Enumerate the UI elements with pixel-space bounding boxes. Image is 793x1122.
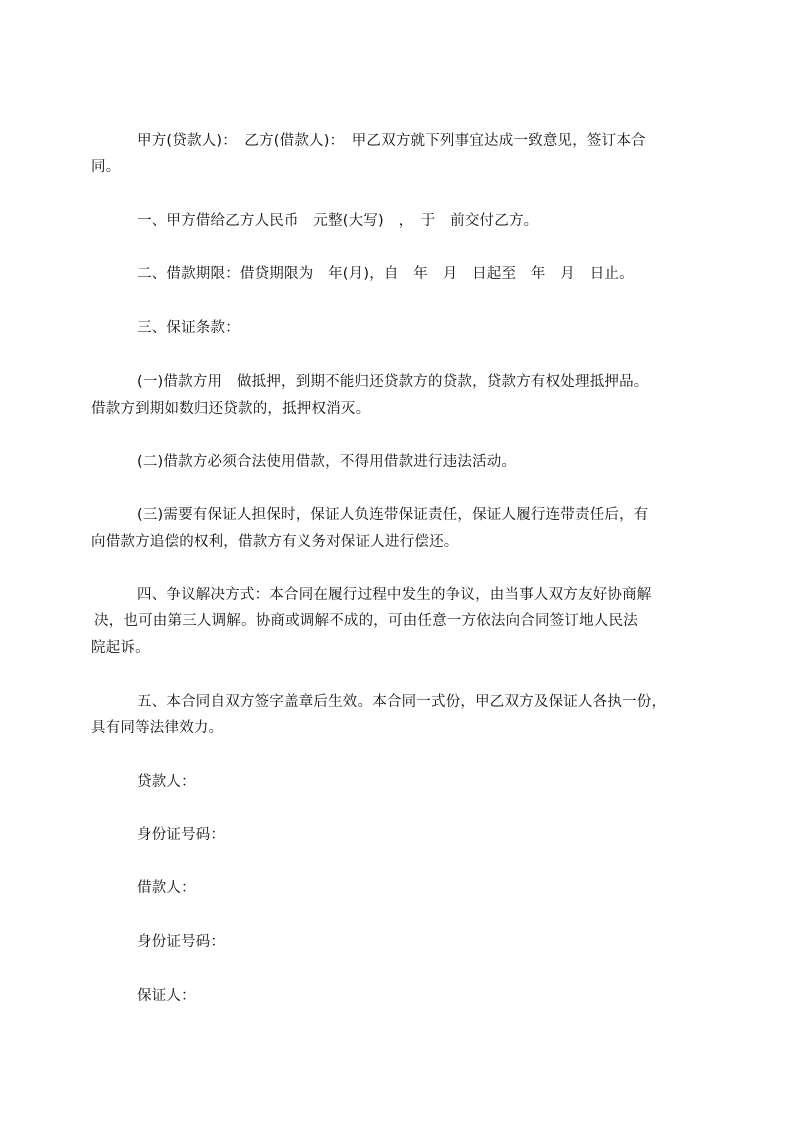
paragraph-parties-line-1: 甲方(贷款人)： 乙方(借款人)： 甲乙双方就下列事宜达成一致意见，签订本合 (137, 133, 646, 149)
clause-3-heading: 三、保证条款： (137, 320, 240, 336)
clause-3-3-line-1: (三)需要有保证人担保时，保证人负连带保证责任，保证人履行连带责任后，有 (137, 507, 649, 523)
clause-4-line-3: 院起诉。 (91, 640, 150, 656)
signature-lender-id: 身份证号码： (137, 827, 226, 843)
clause-1-loan-amount: 一、甲方借给乙方人民币 元整(大写) ， 于 前交付乙方。 (137, 213, 539, 229)
signature-lender: 贷款人： (137, 774, 196, 790)
signature-guarantor: 保证人： (137, 988, 196, 1004)
paragraph-parties-line-2: 同。 (91, 159, 121, 175)
clause-2-loan-term: 二、借款期限：借贷期限为 年(月)，自 年 月 日起至 年 月 日止。 (137, 266, 634, 282)
clause-3-1-line-2: 借款方到期如数归还贷款的，抵押权消灭。 (91, 401, 371, 417)
clause-3-3-line-2: 向借款方追偿的权利，借款方有义务对保证人进行偿还。 (91, 534, 459, 550)
signature-borrower-id: 身份证号码： (137, 934, 226, 950)
clause-5-line-2: 具有同等法律效力。 (91, 720, 224, 736)
clause-3-2: (二)借款方必须合法使用借款，不得用借款进行违法活动。 (137, 454, 517, 470)
clause-4-line-1: 四、争议解决方式：本合同在履行过程中发生的争议，由当事人双方友好协商解 (137, 587, 652, 603)
clause-3-1-line-1: (一)借款方用 做抵押，到期不能归还贷款方的贷款，贷款方有权处理抵押品。 (137, 374, 649, 390)
clause-4-line-2: 决，也可由第三人调解。协商或调解不成的，可由任意一方依法向合同签订地人民法 (94, 613, 638, 629)
clause-5-line-1: 五、本合同自双方签字盖章后生效。本合同一式份，甲乙双方及保证人各执一份， (137, 694, 667, 710)
signature-borrower: 借款人： (137, 880, 196, 896)
